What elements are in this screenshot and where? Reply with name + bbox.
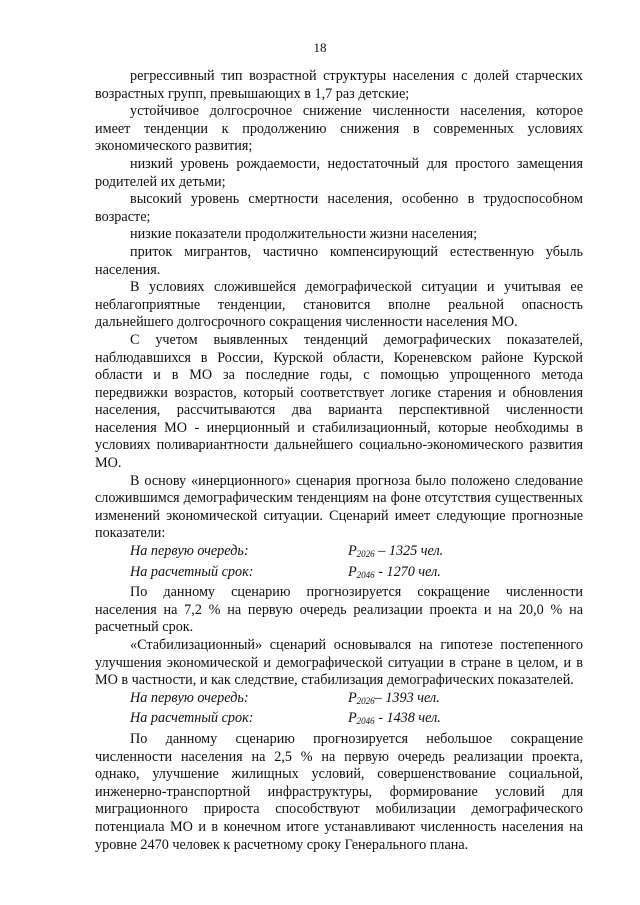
- paragraph: В условиях сложившейся демографической ситуации и учитывая ее неблагоприятные тенденции, становится вполне реальной опасность дальнейшего долгосрочного сокращения численности населения МО.: [95, 279, 583, 331]
- stabilization-first-stage-row: [95, 690, 583, 711]
- forecast-label: На расчетный срок:: [130, 710, 254, 727]
- paragraph: С учетом выявленных тенденций демографических показателей, наблюдавшихся в России, Курской области, Кореневском районе Курской области и в МО за последние годы, с помощью упрощенного метода передвижки возрастов, который соответствует логике старения и обновления населения, рассчитываются два варианта перспективной численности населения МО - инерционный и стабилизационный, которые необходимы в условиях поливариантности дальнейшего социально-экономического развития МО.: [95, 331, 583, 472]
- forecast-value: $P_{2026}-$ 1393 чел.: [348, 689, 440, 706]
- forecast-value: $P_{2026} - 1325$ чел.: [348, 543, 444, 560]
- forecast-value: $P_{2046} - 1270$ чел.: [348, 563, 441, 580]
- forecast-label: На первую очередь:: [130, 689, 249, 706]
- paragraph: приток мигрантов, частично компенсирующий естественную убыль населения.: [95, 243, 583, 278]
- forecast-value: $P_{2046} - 1438$ чел.: [348, 710, 441, 727]
- paragraph: «Стабилизационный» сценарий основывался на гипотезе постепенного улучшения экономической и демографической ситуации в стране в целом, и в МО в частности, и как следствие, стабилизация демографических показателей.: [95, 637, 583, 689]
- page-number: 18: [313, 40, 327, 55]
- paragraph: По данному сценарию прогнозируется сокращение численности населения на 7,2 % на первую очередь реализации проекта и на 20,0 % на расчетный срок.: [95, 584, 583, 636]
- paragraph: низкий уровень рождаемости, недостаточный для простого замещения родителей их детьми;: [95, 155, 583, 190]
- paragraph: По данному сценарию прогнозируется небольшое сокращение численности населения на 2,5 % на первую очередь реализации проекта, однако, улучшение жилищных условий, совершенствование социальной, инженерно-транспортной инфраструктуры, формирование условий для миграционного прироста способствуют мобилизации демографического потенциала МО и в конечном итоге устанавливают численность населения на уровне 2470 человек к расчетному сроку Генерального плана.: [95, 730, 583, 853]
- forecast-label: На расчетный срок:: [130, 563, 254, 580]
- paragraph: В основу «инерционного» сценария прогноза было положено следование сложившимся демографическим тенденциям на фоне отсутствия существенных изменений экономической ситуации. Сценарий имеет следующие прогнозные показатели:: [95, 472, 583, 542]
- paragraph: устойчивое долгосрочное снижение численности населения, которое имеет тенденции к продолжению снижения в современных условиях экономического развития;: [95, 103, 583, 155]
- paragraph: высокий уровень смертности населения, особенно в трудоспособном возрасте;: [95, 191, 583, 225]
- paragraph: регрессивный тип возрастной структуры населения с долей старческих возрастных групп, превышающих в 1,7 раз детские;: [95, 68, 583, 102]
- inertial-first-stage-row: [95, 543, 583, 564]
- forecast-label: На первую очередь:: [130, 543, 249, 560]
- stabilization-calc-term-row: [95, 710, 583, 731]
- inertial-calc-term-row: [95, 564, 583, 585]
- document-body: [95, 68, 583, 854]
- paragraph: низкие показатели продолжительности жизни населения;: [130, 226, 478, 243]
